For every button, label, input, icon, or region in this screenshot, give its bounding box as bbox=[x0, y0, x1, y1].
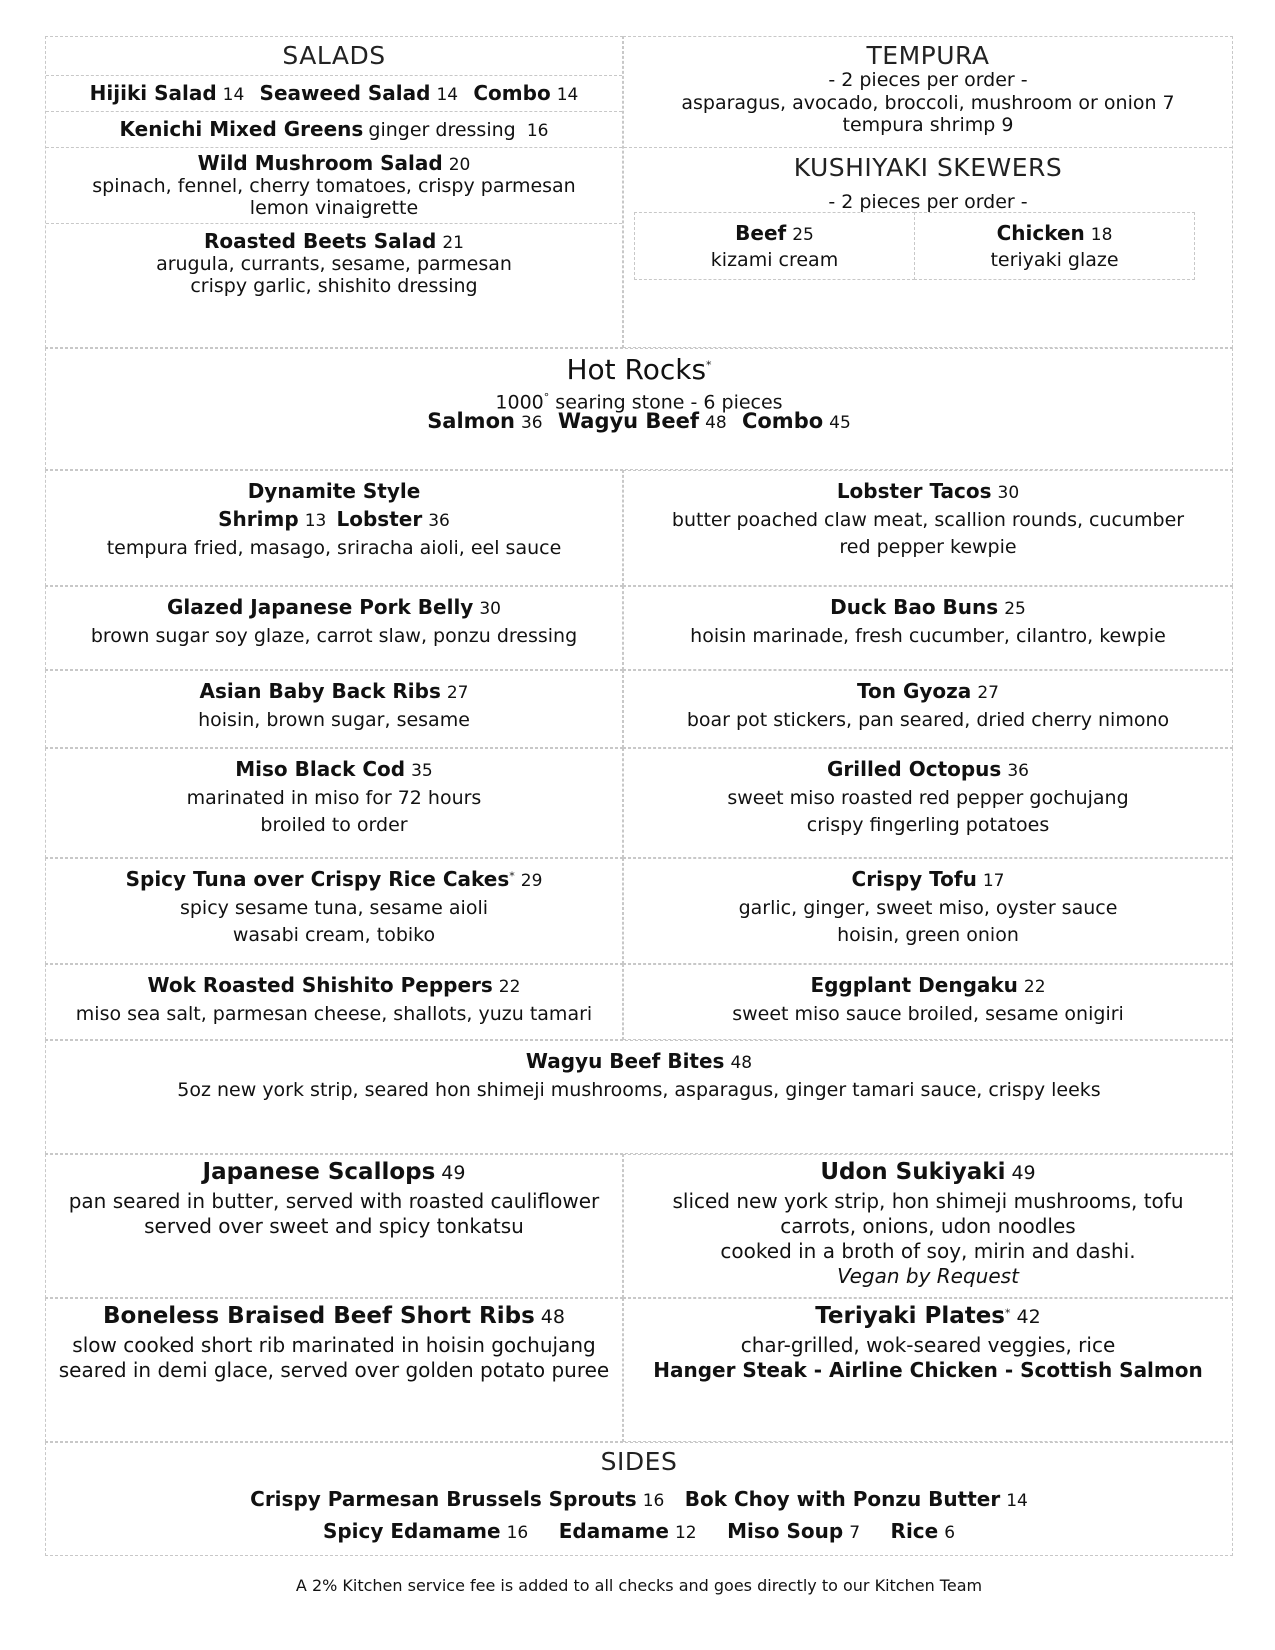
teriyaki-proteins: Hanger Steak - Airline Chicken - Scottish Salmon bbox=[653, 1358, 1203, 1382]
octopus-name: Grilled Octopus bbox=[827, 757, 1002, 781]
tofu-desc-1: garlic, ginger, sweet miso, oyster sauce bbox=[738, 897, 1118, 919]
short-ribs-desc-1: slow cooked short rib marinated in hoisin gochujang bbox=[72, 1333, 596, 1357]
hot-rocks-combo-name: Combo bbox=[741, 409, 824, 433]
lobster-tacos-cell bbox=[623, 470, 1233, 586]
hot-rocks-temp: 1000 bbox=[495, 391, 544, 414]
kushiyaki-chicken-name: Chicken bbox=[996, 221, 1085, 245]
hijiki-salad-name: Hijiki Salad bbox=[89, 81, 217, 105]
eggplant-desc: sweet miso sauce broiled, sesame onigiri bbox=[732, 1003, 1124, 1025]
udon-desc-2: carrots, onions, udon noodles bbox=[780, 1214, 1076, 1238]
eggplant-price: 22 bbox=[1023, 977, 1046, 997]
tempura-title: TEMPURA bbox=[866, 41, 990, 70]
teriyaki-desc-1: char-grilled, wok-seared veggies, rice bbox=[740, 1333, 1116, 1357]
tempura-note: - 2 pieces per order - bbox=[828, 69, 1028, 91]
kitchen-fee-note: A 2% Kitchen service fee is added to all checks and goes directly to our Kitchen Team bbox=[295, 1576, 983, 1595]
bok-choy-name: Bok Choy with Ponzu Butter bbox=[684, 1487, 1001, 1511]
udon-price: 49 bbox=[1011, 1162, 1036, 1184]
spicy-tuna-cell bbox=[45, 858, 623, 964]
tofu-price: 17 bbox=[982, 871, 1005, 891]
dynamite-lobster-name: Lobster bbox=[336, 507, 423, 531]
gyoza-price: 27 bbox=[977, 683, 999, 703]
miso-soup-name: Miso Soup bbox=[727, 1519, 844, 1543]
wagyu-bites-price: 48 bbox=[730, 1053, 753, 1073]
hijiki-salad-price: 14 bbox=[222, 85, 245, 105]
udon-vegan-note: Vegan by Request bbox=[837, 1264, 1019, 1288]
dynamite-desc: tempura fried, masago, sriracha aioli, eel sauce bbox=[106, 537, 562, 559]
spicy-tuna-price: 29 bbox=[520, 871, 543, 891]
spicy-edamame-name: Spicy Edamame bbox=[322, 1519, 501, 1543]
salads-title: SALADS bbox=[282, 41, 386, 70]
wild-mushroom-item bbox=[46, 151, 622, 219]
scallops-cell bbox=[45, 1154, 623, 1298]
shishito-name: Wok Roasted Shishito Peppers bbox=[147, 973, 493, 997]
wild-mushroom-desc-2: lemon vinaigrette bbox=[249, 197, 419, 219]
pork-belly-cell bbox=[45, 586, 623, 670]
spicy-tuna-name: Spicy Tuna over Crispy Rice Cakes bbox=[125, 867, 510, 891]
spicy-tuna-desc-1: spicy sesame tuna, sesame aioli bbox=[179, 897, 489, 919]
hot-rocks-star: * bbox=[706, 358, 712, 372]
udon-desc-3: cooked in a broth of soy, mirin and dashi. bbox=[720, 1239, 1136, 1263]
edamame-name: Edamame bbox=[558, 1519, 669, 1543]
duck-bao-desc: hoisin marinade, fresh cucumber, cilantro, kewpie bbox=[690, 625, 1166, 647]
salads-section bbox=[45, 36, 623, 348]
lobster-tacos-desc-2: red pepper kewpie bbox=[839, 536, 1017, 558]
eggplant-cell bbox=[623, 964, 1233, 1040]
brussels-sprouts-name: Crispy Parmesan Brussels Sprouts bbox=[250, 1487, 637, 1511]
salads-row-1 bbox=[46, 81, 622, 105]
gyoza-desc: boar pot stickers, pan seared, dried cherry nimono bbox=[686, 709, 1170, 731]
wild-mushroom-desc-1: spinach, fennel, cherry tomatoes, crispy parmesan bbox=[92, 175, 576, 197]
ribs-name: Asian Baby Back Ribs bbox=[199, 679, 441, 703]
roasted-beets-desc-1: arugula, currants, sesame, parmesan bbox=[156, 253, 512, 275]
kenichi-desc: ginger dressing bbox=[368, 119, 516, 141]
teriyaki-price: 42 bbox=[1016, 1306, 1041, 1328]
teriyaki-cell bbox=[623, 1298, 1233, 1442]
black-cod-desc-2: broiled to order bbox=[260, 814, 408, 836]
kushiyaki-note: - 2 pieces per order - bbox=[828, 191, 1028, 213]
octopus-desc-2: crispy fingerling potatoes bbox=[806, 814, 1050, 836]
rice-name: Rice bbox=[890, 1519, 939, 1543]
shishito-price: 22 bbox=[498, 977, 521, 997]
tempura-line-1: asparagus, avocado, broccoli, mushroom or onion 7 bbox=[681, 92, 1175, 114]
roasted-beets-desc-2: crispy garlic, shishito dressing bbox=[190, 275, 478, 297]
black-cod-cell bbox=[45, 748, 623, 858]
kushiyaki-beef-box bbox=[634, 212, 915, 280]
seaweed-salad-name: Seaweed Salad bbox=[259, 81, 431, 105]
short-ribs-cell bbox=[45, 1298, 623, 1442]
kushiyaki-title: KUSHIYAKI SKEWERS bbox=[793, 153, 1063, 182]
hot-rocks-wagyu-name: Wagyu Beef bbox=[557, 409, 700, 433]
hot-rocks-section bbox=[45, 348, 1233, 470]
roasted-beets-name: Roasted Beets Salad bbox=[204, 229, 437, 253]
scallops-desc-2: served over sweet and spicy tonkatsu bbox=[144, 1214, 524, 1238]
pork-belly-desc: brown sugar soy glaze, carrot slaw, ponzu dressing bbox=[90, 625, 578, 647]
wagyu-bites-desc: 5oz new york strip, seared hon shimeji mushrooms, asparagus, ginger tamari sauce, crispy leeks bbox=[177, 1079, 1101, 1101]
roasted-beets-price: 21 bbox=[442, 233, 464, 253]
wild-mushroom-price: 20 bbox=[448, 155, 471, 175]
spicy-tuna-desc-2: wasabi cream, tobiko bbox=[232, 924, 436, 946]
kenichi-row bbox=[46, 117, 622, 144]
duck-bao-cell bbox=[623, 586, 1233, 670]
scallops-name: Japanese Scallops bbox=[202, 1159, 436, 1185]
spicy-edamame-price: 16 bbox=[506, 1523, 529, 1543]
scallops-price: 49 bbox=[441, 1162, 466, 1184]
tofu-cell bbox=[623, 858, 1233, 964]
gyoza-name: Ton Gyoza bbox=[857, 679, 972, 703]
kushiyaki-chicken-box bbox=[914, 212, 1195, 280]
hot-rocks-title: Hot Rocks bbox=[566, 353, 707, 386]
udon-cell bbox=[623, 1154, 1233, 1298]
duck-bao-price: 25 bbox=[1004, 599, 1026, 619]
kushiyaki-beef-name: Beef bbox=[735, 221, 787, 245]
pork-belly-name: Glazed Japanese Pork Belly bbox=[167, 595, 474, 619]
kushiyaki-beef-price: 25 bbox=[792, 225, 814, 245]
hot-rocks-salmon-name: Salmon bbox=[427, 409, 515, 433]
short-ribs-name: Boneless Braised Beef Short Ribs bbox=[103, 1303, 535, 1329]
sides-title: SIDES bbox=[600, 1447, 678, 1476]
octopus-desc-1: sweet miso roasted red pepper gochujang bbox=[727, 787, 1129, 809]
hot-rocks-sub-text: searing stone - 6 pieces bbox=[549, 391, 783, 414]
black-cod-name: Miso Black Cod bbox=[235, 757, 406, 781]
ribs-price: 27 bbox=[446, 683, 469, 703]
rice-price: 6 bbox=[944, 1523, 956, 1543]
brussels-sprouts-price: 16 bbox=[642, 1491, 665, 1511]
miso-soup-price: 7 bbox=[849, 1523, 861, 1543]
lobster-tacos-price: 30 bbox=[997, 483, 1020, 503]
bok-choy-price: 14 bbox=[1006, 1491, 1028, 1511]
hot-rocks-salmon-price: 36 bbox=[520, 413, 543, 433]
wagyu-bites-name: Wagyu Beef Bites bbox=[525, 1049, 725, 1073]
dynamite-shrimp-name: Shrimp bbox=[218, 507, 299, 531]
teriyaki-name: Teriyaki Plates bbox=[815, 1303, 1006, 1329]
shishito-cell bbox=[45, 964, 623, 1040]
eggplant-name: Eggplant Dengaku bbox=[810, 973, 1018, 997]
combo-salad-name: Combo bbox=[473, 81, 551, 105]
scallops-desc-1: pan seared in butter, served with roasted cauliflower bbox=[68, 1189, 600, 1213]
octopus-price: 36 bbox=[1007, 761, 1029, 781]
hot-rocks-title-row bbox=[46, 353, 1232, 386]
tempura-kushiyaki-section bbox=[623, 36, 1233, 348]
ribs-desc: hoisin, brown sugar, sesame bbox=[198, 709, 470, 731]
dynamite-shrimp-price: 13 bbox=[304, 511, 327, 531]
sides-row-1 bbox=[46, 1487, 1232, 1511]
octopus-cell bbox=[623, 748, 1233, 858]
hot-rocks-degree: ° bbox=[543, 391, 550, 404]
black-cod-price: 35 bbox=[411, 761, 433, 781]
tempura-line-2: tempura shrimp 9 bbox=[842, 114, 1014, 136]
wagyu-bites-cell bbox=[45, 1040, 1233, 1154]
kenichi-price: 16 bbox=[526, 121, 549, 141]
lobster-tacos-desc-1: butter poached claw meat, scallion rounds, cucumber bbox=[671, 509, 1185, 531]
combo-salad-price: 14 bbox=[556, 85, 579, 105]
dynamite-lobster-price: 36 bbox=[428, 511, 450, 531]
kushiyaki-beef-desc: kizami cream bbox=[710, 249, 839, 271]
ribs-cell bbox=[45, 670, 623, 748]
gyoza-cell bbox=[623, 670, 1233, 748]
black-cod-desc-1: marinated in miso for 72 hours bbox=[186, 787, 482, 809]
lobster-tacos-name: Lobster Tacos bbox=[836, 479, 992, 503]
kushiyaki-chicken-price: 18 bbox=[1090, 225, 1113, 245]
udon-desc-1: sliced new york strip, hon shimeji mushrooms, tofu bbox=[672, 1189, 1184, 1213]
edamame-price: 12 bbox=[674, 1523, 697, 1543]
seaweed-salad-price: 14 bbox=[436, 85, 459, 105]
shishito-desc: miso sea salt, parmesan cheese, shallots, yuzu tamari bbox=[75, 1003, 593, 1025]
roasted-beets-item bbox=[46, 229, 622, 297]
dynamite-cell bbox=[45, 470, 623, 586]
wild-mushroom-name: Wild Mushroom Salad bbox=[197, 151, 443, 175]
kushiyaki-chicken-desc: teriyaki glaze bbox=[990, 249, 1119, 271]
teriyaki-star: * bbox=[1005, 1306, 1011, 1320]
sides-row-2 bbox=[46, 1519, 1232, 1543]
tofu-name: Crispy Tofu bbox=[851, 867, 977, 891]
pork-belly-price: 30 bbox=[479, 599, 501, 619]
short-ribs-price: 48 bbox=[540, 1306, 565, 1328]
udon-name: Udon Sukiyaki bbox=[820, 1159, 1006, 1185]
short-ribs-desc-2: seared in demi glace, served over golden potato puree bbox=[58, 1358, 610, 1382]
spicy-tuna-star: * bbox=[509, 869, 515, 883]
tofu-desc-2: hoisin, green onion bbox=[837, 924, 1019, 946]
dynamite-title: Dynamite Style bbox=[247, 479, 421, 503]
hot-rocks-combo-price: 45 bbox=[829, 413, 851, 433]
hot-rocks-items bbox=[46, 409, 1232, 433]
kenichi-name: Kenichi Mixed Greens bbox=[119, 117, 364, 141]
hot-rocks-wagyu-price: 48 bbox=[705, 413, 727, 433]
duck-bao-name: Duck Bao Buns bbox=[830, 595, 999, 619]
sides-section bbox=[45, 1442, 1233, 1556]
